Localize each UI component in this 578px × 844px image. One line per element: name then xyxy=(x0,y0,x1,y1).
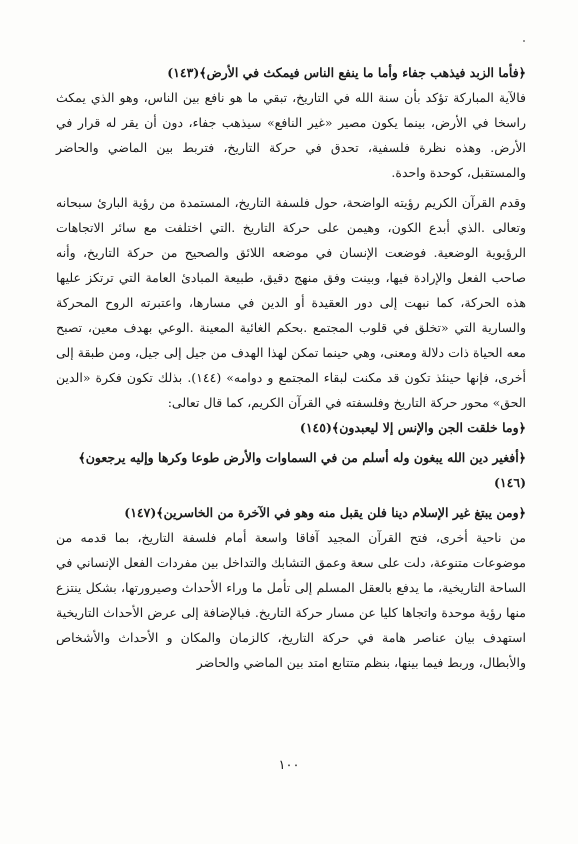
page-number: ١٠٠ xyxy=(278,758,300,773)
page-speck xyxy=(523,40,525,42)
quran-verse-2: ﴿وما خلقت الجن والإنس إلا ليعبدون﴾(١٤٥) xyxy=(299,420,526,435)
page-body xyxy=(56,60,526,675)
quran-verse-1: ﴿فأما الزبد فيذهب جفاء وأما ما ينفع الناس فيمكث في الأرض﴾(١٤٣) xyxy=(167,65,526,80)
paragraph-3: من ناحية أخرى، فتح القرآن المجيد آفاقا واسعة أمام فلسفة التاريخ، بما قدمه من موضوعات متنوعة، دلت على سعة وعمق التشابك والتداخل بين مفردات الفعل الإنساني في الساحة التاريخية، ما يدفع بالعقل المسلم إلى تأمل ما وراء الأحداث وصيرورتها، بشكل ينتزع منها رؤية موحدة واتجاها كليا عن مسار حركة التاريخ. فبالإضافة إلى عرض الأحداث التاريخية استهدف بيان عناصر هامة في حركة التاريخ، كالزمان والمكان و الأحداث والأشخاص والأبطال، وربط فيما بينها، بنظم متتابع امتد بين الماضي والحاضر xyxy=(56,530,526,670)
paragraph-2: وقدم القرآن الكريم رؤيته الواضحة، حول فلسفة التاريخ، المستمدة من رؤية البارئ سبحانه وتعالى .الذي أبدع الكون، وهيمن على حركة التاريخ .التي اختلفت مع سائر الاتجاهات الرؤيوية الوضعية. فوضعت الإنسان في موضعه اللائق والصحيح من حركة التاريخ، وأنه صاحب الفعل والإرادة فيها، وبينت وفق منهج دقيق، طبيعة المبادئ العامة التي ترتكز عليها هذه الحركة، كما نبهت إلى دور العقيدة أو الدين في مسارها، واعتبرته الروح المحركة والسارية التي «تخلق في قلوب المجتمع .بحكم الغائية المعينة .الوعي بهدف معين، تصبح معه الحياة ذات دلالة ومعنى، وهي حينما تمكن لهذا الهدف من جيل إلى جيل، ومن طبقة إلى أخرى، فإنها حينئذ تكون قد مكنت لبقاء المجتمع و دوامه» (١٤٤). بذلك تكون فكرة «الدين الحق» محور حركة التاريخ وفلسفته في القرآن الكريم، كما قال تعالى: xyxy=(56,195,526,410)
quran-verse-3: ﴿أفغير دين الله يبغون وله أسلم من في السماوات والأرض طوعا وكرها وإليه يرجعون﴾(١٤٦) xyxy=(78,450,526,490)
quran-verse-4: ﴿ومن يبتغ غير الإسلام دينا فلن يقبل منه وهو في الآخرة من الخاسرين﴾(١٤٧) xyxy=(124,505,526,520)
paragraph-1: فالآية المباركة تؤكد بأن سنة الله في التاريخ، تبقي ما هو نافع بين الناس، وهو الذي يمكث راسخا في الأرض، بينما يكون مصير «غير النافع» سيذهب جفاء، دون أن يقر له قرار في الأرض. وهذه نظرة فلسفية، تحدق في حركة التاريخ، فتربط بين الماضي والحاضر والمستقبل، كوحدة واحدة. xyxy=(56,90,526,180)
